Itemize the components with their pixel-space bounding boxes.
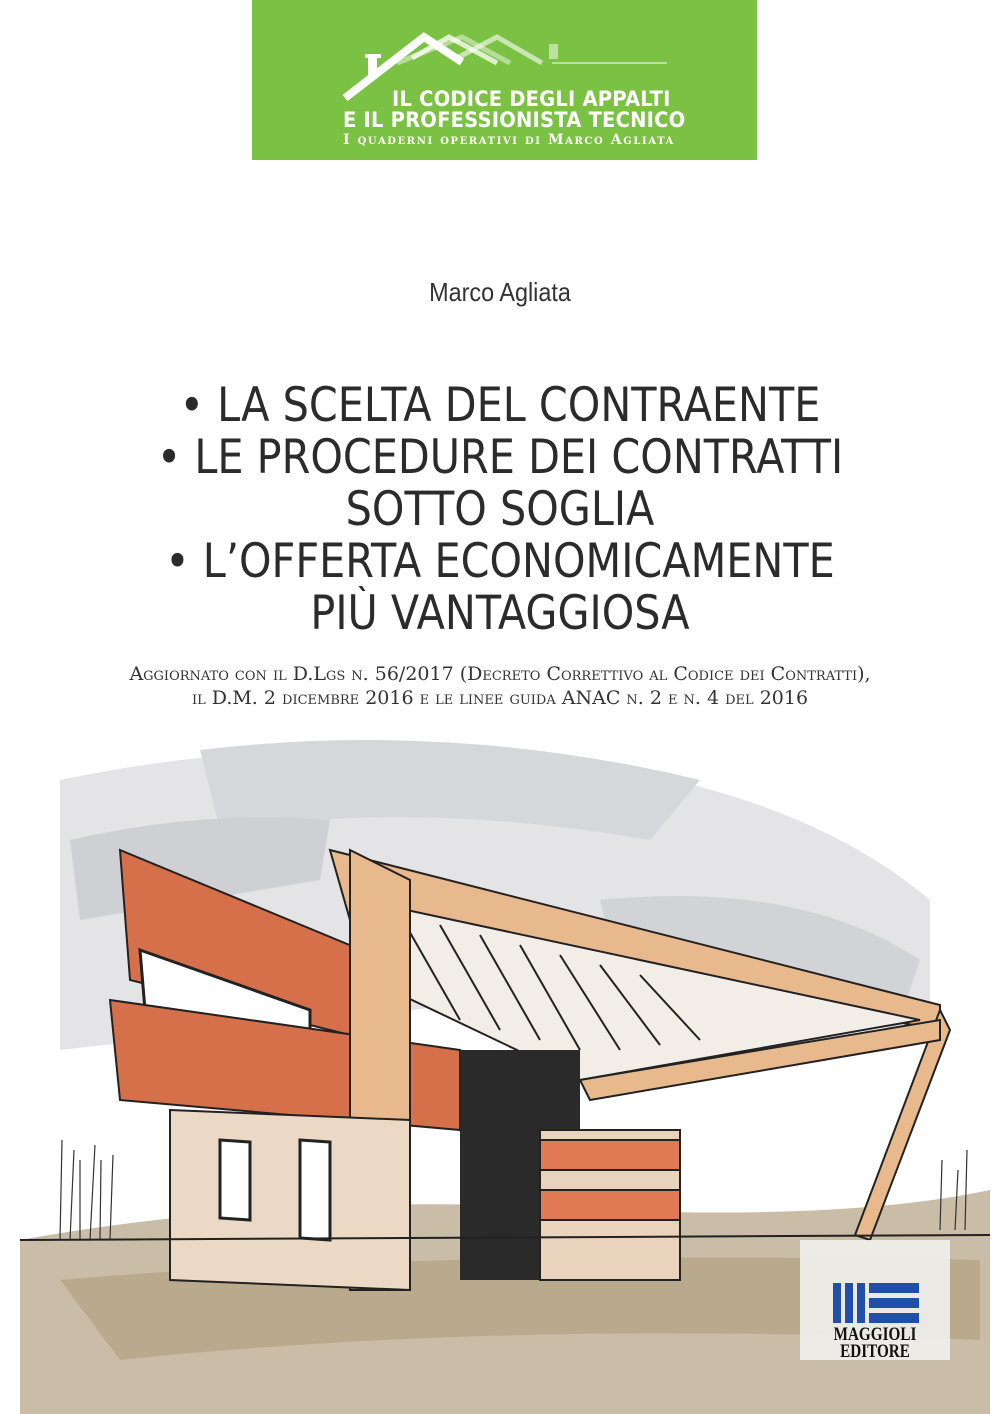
series-title-line2: E IL PROFESSIONISTA TECNICO: [343, 108, 686, 132]
publisher-name: MAGGIOLI: [833, 1324, 917, 1345]
series-banner: [252, 0, 757, 160]
title-line: • LE PROCEDURE DEI CONTRATTI: [156, 430, 844, 485]
publisher-suffix: EDITORE: [840, 1341, 910, 1362]
series-title-line1: IL CODICE DEGLI APPALTI: [392, 87, 671, 111]
title-line: • L’OFFERTA ECONOMICAMENTE: [165, 534, 835, 589]
title-line: • LA SCELTA DEL CONTRAENTE: [179, 378, 821, 433]
subtitle-line: il D.M. 2 dicembre 2016 e le linee guida ANAC n. 2 e n. 4 del 2016: [191, 687, 809, 709]
title-line: PIÙ VANTAGGIOSA: [310, 586, 690, 641]
subtitle-line: Aggiornato con il D.Lgs n. 56/2017 (Decreto Correttivo al Codice dei Contratti),: [129, 663, 871, 685]
author-name: Marco Agliata: [429, 277, 571, 307]
book-title: [0, 380, 1000, 640]
title-line: SOTTO SOGLIA: [345, 482, 655, 537]
publisher-logo: [800, 1240, 950, 1360]
book-subtitle: [0, 662, 1000, 710]
series-subtitle: I quaderni operativi di Marco Agliata: [343, 132, 675, 148]
